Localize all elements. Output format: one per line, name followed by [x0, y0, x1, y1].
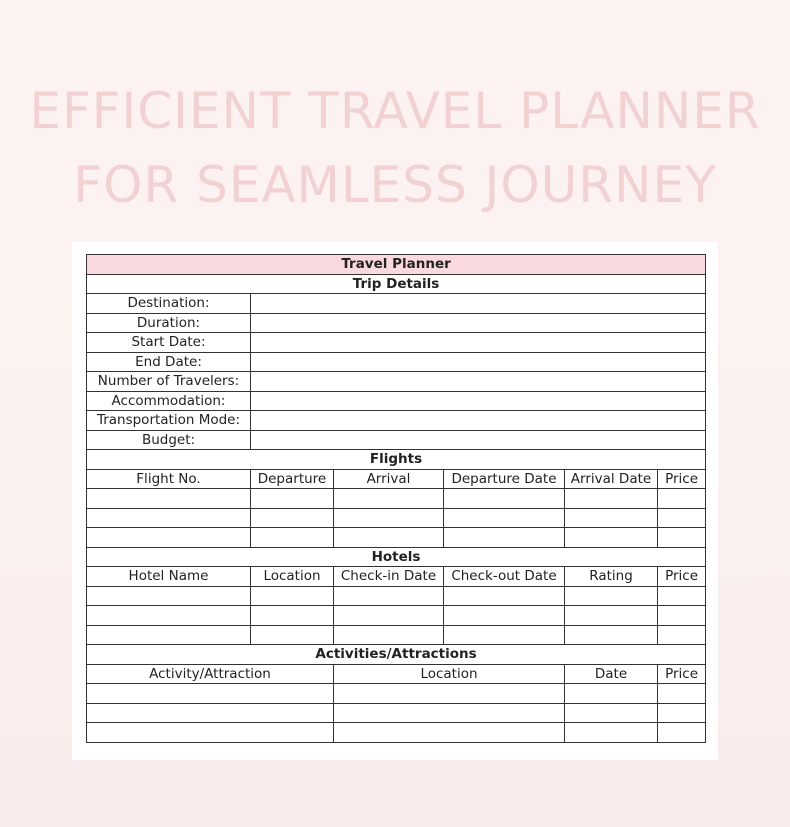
table-cell[interactable]	[334, 489, 444, 509]
trip-details-heading: Trip Details	[87, 274, 706, 294]
table-cell[interactable]	[565, 528, 658, 548]
table-cell[interactable]	[334, 586, 444, 606]
table-cell[interactable]	[658, 606, 706, 626]
table-cell[interactable]	[334, 684, 565, 704]
trip-field-row	[87, 430, 706, 450]
flights-header-row	[87, 450, 706, 470]
departure-date-column-header: Departure Date	[444, 469, 565, 489]
table-cell[interactable]	[251, 528, 334, 548]
table-cell[interactable]	[251, 606, 334, 626]
table-cell[interactable]	[565, 703, 658, 723]
table-cell[interactable]	[87, 606, 251, 626]
table-row	[87, 508, 706, 528]
table-cell[interactable]	[565, 508, 658, 528]
start-date-value-cell[interactable]	[251, 333, 706, 353]
flights-column-row	[87, 469, 706, 489]
accommodation-value-cell[interactable]	[251, 391, 706, 411]
budget-value-cell[interactable]	[251, 430, 706, 450]
activities-header-row	[87, 645, 706, 665]
table-cell[interactable]	[87, 684, 334, 704]
arrival-column-header: Arrival	[334, 469, 444, 489]
duration-value-cell[interactable]	[251, 313, 706, 333]
table-cell[interactable]	[87, 723, 334, 743]
travelers-value-cell[interactable]	[251, 372, 706, 392]
trip-field-row	[87, 333, 706, 353]
activity-column-header: Activity/Attraction	[87, 664, 334, 684]
table-cell[interactable]	[87, 586, 251, 606]
departure-column-header: Departure	[251, 469, 334, 489]
table-cell[interactable]	[334, 528, 444, 548]
table-cell[interactable]	[444, 508, 565, 528]
table-cell[interactable]	[565, 489, 658, 509]
trip-details-header-row	[87, 274, 706, 294]
table-cell[interactable]	[87, 508, 251, 528]
hotel-location-column-header: Location	[251, 567, 334, 587]
table-cell[interactable]	[565, 723, 658, 743]
table-cell[interactable]	[334, 723, 565, 743]
table-cell[interactable]	[565, 684, 658, 704]
trip-field-row	[87, 372, 706, 392]
transportation-mode-label: Transportation Mode:	[87, 411, 251, 431]
flight-price-column-header: Price	[658, 469, 706, 489]
table-cell[interactable]	[334, 625, 444, 645]
table-row	[87, 586, 706, 606]
table-cell[interactable]	[334, 703, 565, 723]
table-cell[interactable]	[658, 723, 706, 743]
table-row	[87, 489, 706, 509]
table-cell[interactable]	[658, 586, 706, 606]
hotel-price-column-header: Price	[658, 567, 706, 587]
end-date-value-cell[interactable]	[251, 352, 706, 372]
table-cell[interactable]	[565, 606, 658, 626]
table-row	[87, 703, 706, 723]
budget-label: Budget:	[87, 430, 251, 450]
accommodation-label: Accommodation:	[87, 391, 251, 411]
table-cell[interactable]	[87, 528, 251, 548]
table-cell[interactable]	[565, 586, 658, 606]
table-cell[interactable]	[251, 489, 334, 509]
trip-field-row	[87, 313, 706, 333]
table-cell[interactable]	[251, 586, 334, 606]
hotels-heading: Hotels	[87, 547, 706, 567]
table-cell[interactable]	[444, 625, 565, 645]
banner-line-2: FOR SEAMLESS JOURNEY	[73, 156, 717, 214]
planner-title: Travel Planner	[87, 255, 706, 275]
table-cell[interactable]	[658, 489, 706, 509]
table-cell[interactable]	[251, 508, 334, 528]
end-date-label: End Date:	[87, 352, 251, 372]
page-banner	[0, 74, 790, 222]
table-cell[interactable]	[444, 606, 565, 626]
activity-date-column-header: Date	[565, 664, 658, 684]
table-row	[87, 723, 706, 743]
rating-column-header: Rating	[565, 567, 658, 587]
travel-planner-table	[86, 254, 706, 743]
table-cell[interactable]	[658, 703, 706, 723]
start-date-label: Start Date:	[87, 333, 251, 353]
activity-location-column-header: Location	[334, 664, 565, 684]
destination-value-cell[interactable]	[251, 294, 706, 314]
trip-field-row	[87, 352, 706, 372]
destination-label: Destination:	[87, 294, 251, 314]
activities-heading: Activities/Attractions	[87, 645, 706, 665]
table-cell[interactable]	[444, 586, 565, 606]
table-cell[interactable]	[87, 625, 251, 645]
transportation-mode-value-cell[interactable]	[251, 411, 706, 431]
flight-no-column-header: Flight No.	[87, 469, 251, 489]
trip-field-row	[87, 391, 706, 411]
check-out-date-column-header: Check-out Date	[444, 567, 565, 587]
table-cell[interactable]	[334, 606, 444, 626]
table-cell[interactable]	[251, 625, 334, 645]
table-cell[interactable]	[565, 625, 658, 645]
table-cell[interactable]	[658, 508, 706, 528]
activities-column-row	[87, 664, 706, 684]
table-cell[interactable]	[444, 489, 565, 509]
title-row	[87, 255, 706, 275]
travelers-label: Number of Travelers:	[87, 372, 251, 392]
table-cell[interactable]	[444, 528, 565, 548]
hotels-header-row	[87, 547, 706, 567]
table-row	[87, 606, 706, 626]
check-in-date-column-header: Check-in Date	[334, 567, 444, 587]
table-row	[87, 684, 706, 704]
table-cell[interactable]	[658, 684, 706, 704]
flights-heading: Flights	[87, 450, 706, 470]
table-row	[87, 625, 706, 645]
activity-price-column-header: Price	[658, 664, 706, 684]
table-cell[interactable]	[87, 489, 251, 509]
banner-line-1: EFFICIENT TRAVEL PLANNER	[29, 82, 761, 140]
table-cell[interactable]	[658, 625, 706, 645]
trip-field-row	[87, 294, 706, 314]
table-cell[interactable]	[87, 703, 334, 723]
planner-sheet	[72, 242, 718, 760]
trip-field-row	[87, 411, 706, 431]
table-cell[interactable]	[658, 528, 706, 548]
hotel-name-column-header: Hotel Name	[87, 567, 251, 587]
table-cell[interactable]	[334, 508, 444, 528]
arrival-date-column-header: Arrival Date	[565, 469, 658, 489]
hotels-column-row	[87, 567, 706, 587]
duration-label: Duration:	[87, 313, 251, 333]
table-row	[87, 528, 706, 548]
